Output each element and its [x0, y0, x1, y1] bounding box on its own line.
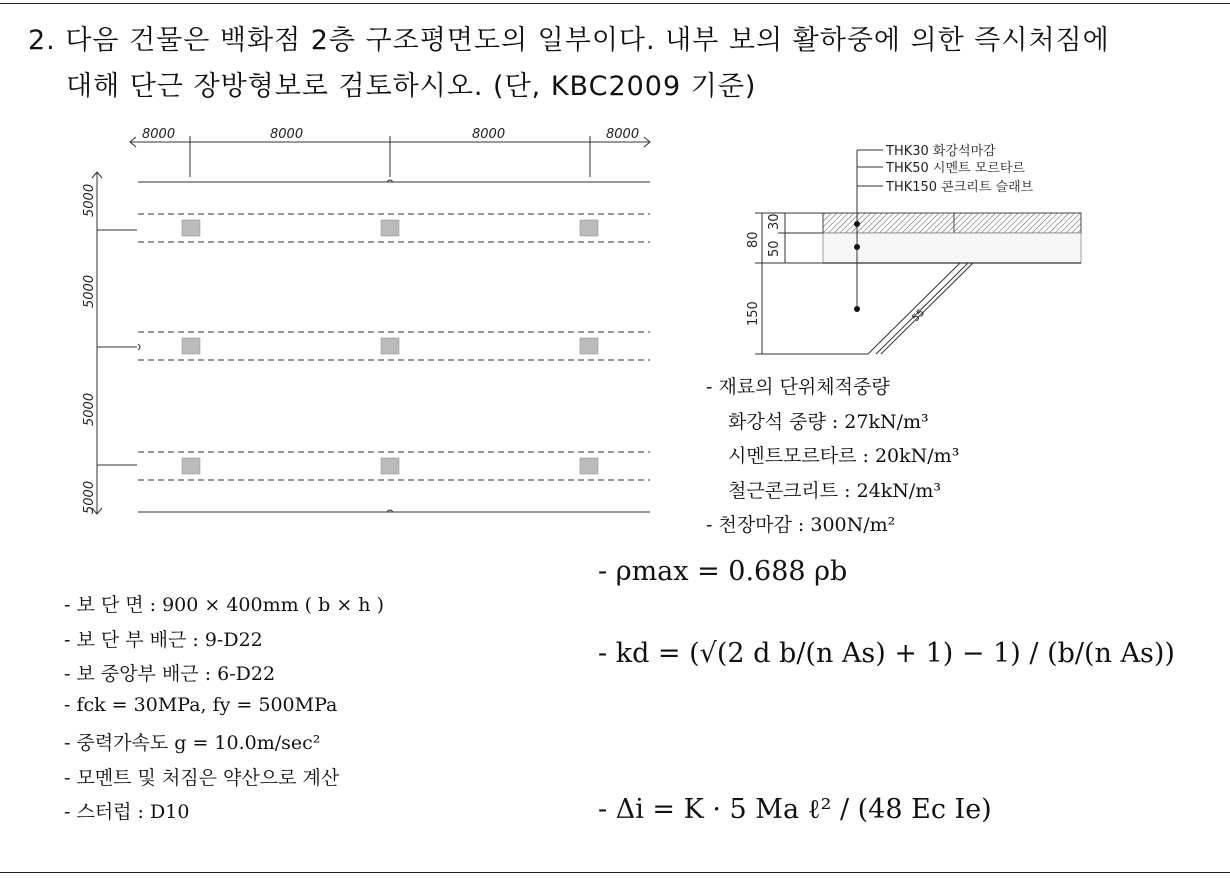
material-granite: 화강석 중량 : 27kN/m³: [728, 410, 929, 433]
bottom-rule: [0, 872, 1230, 873]
dim-80: 80: [746, 231, 761, 248]
question-line-1: 2. 다음 건물은 백화점 2층 구조평면도의 일부이다. 내부 보의 활하중에 의한 즉시처짐에: [28, 25, 1110, 56]
condition-mid-rebar: - 보 중앙부 배근 : 6-D22: [64, 663, 276, 685]
dim-30: 30: [767, 213, 782, 230]
formula-kd: - kd = (√(2 d b/(n As) + 1) − 1) / (b/(n As)): [598, 638, 1175, 669]
condition-strength: - fck = 30MPa, fy = 500MPa: [64, 693, 338, 716]
layer-granite: THK30 화강석마감: [886, 144, 996, 159]
materials-block: [706, 372, 959, 545]
top-rule: [0, 3, 1230, 4]
dim-left-4: 5000: [82, 480, 97, 514]
condition-stirrup: - 스터럽 : D10: [64, 801, 190, 823]
dim-top-2: 8000: [270, 127, 304, 142]
dim-150: 150: [746, 301, 761, 326]
condition-section: - 보 단 면 : 900 × 400mm ( b × h ): [64, 594, 384, 616]
material-mortar: 시멘트모르타르 : 20kN/m³: [728, 445, 960, 467]
slope-label: 55: [910, 307, 928, 325]
layer-slab: THK150 콘크리트 슬래브: [886, 180, 1034, 195]
dim-top-1: 8000: [142, 127, 176, 142]
dim-top-3: 8000: [472, 127, 506, 142]
condition-end-rebar: - 보 단 부 배근 : 9-D22: [64, 628, 263, 651]
dim-left-1: 5000: [82, 183, 97, 217]
floor-section: [740, 140, 1100, 380]
material-ceiling: - 천장마감 : 300N/m²: [706, 514, 896, 536]
dim-left-2: 5000: [82, 274, 97, 308]
formula-deflection: - Δi = K · 5 Ma ℓ² / (48 Ec Ie): [598, 794, 992, 825]
conditions-list: [64, 590, 384, 832]
material-concrete: 철근콘크리트 : 24kN/m³: [728, 479, 941, 502]
formula-rho-max: - ρmax = 0.688 ρb: [598, 556, 848, 587]
dim-50: 50: [767, 240, 782, 257]
structural-plan: [80, 122, 680, 527]
condition-gravity: - 중력가속도 g = 10.0m/sec²: [64, 732, 321, 754]
dim-left-3: 5000: [82, 392, 97, 426]
materials-heading: - 재료의 단위체적중량: [706, 376, 890, 398]
condition-approx: - 모멘트 및 처짐은 약산으로 계산: [64, 766, 340, 789]
layer-mortar: THK50 시멘트 모르타르: [886, 161, 1025, 176]
dim-top-4: 8000: [606, 127, 640, 142]
question-line-2: 대해 단근 장방형보로 검토하시오. (단, KBC2009 기준): [66, 71, 757, 102]
